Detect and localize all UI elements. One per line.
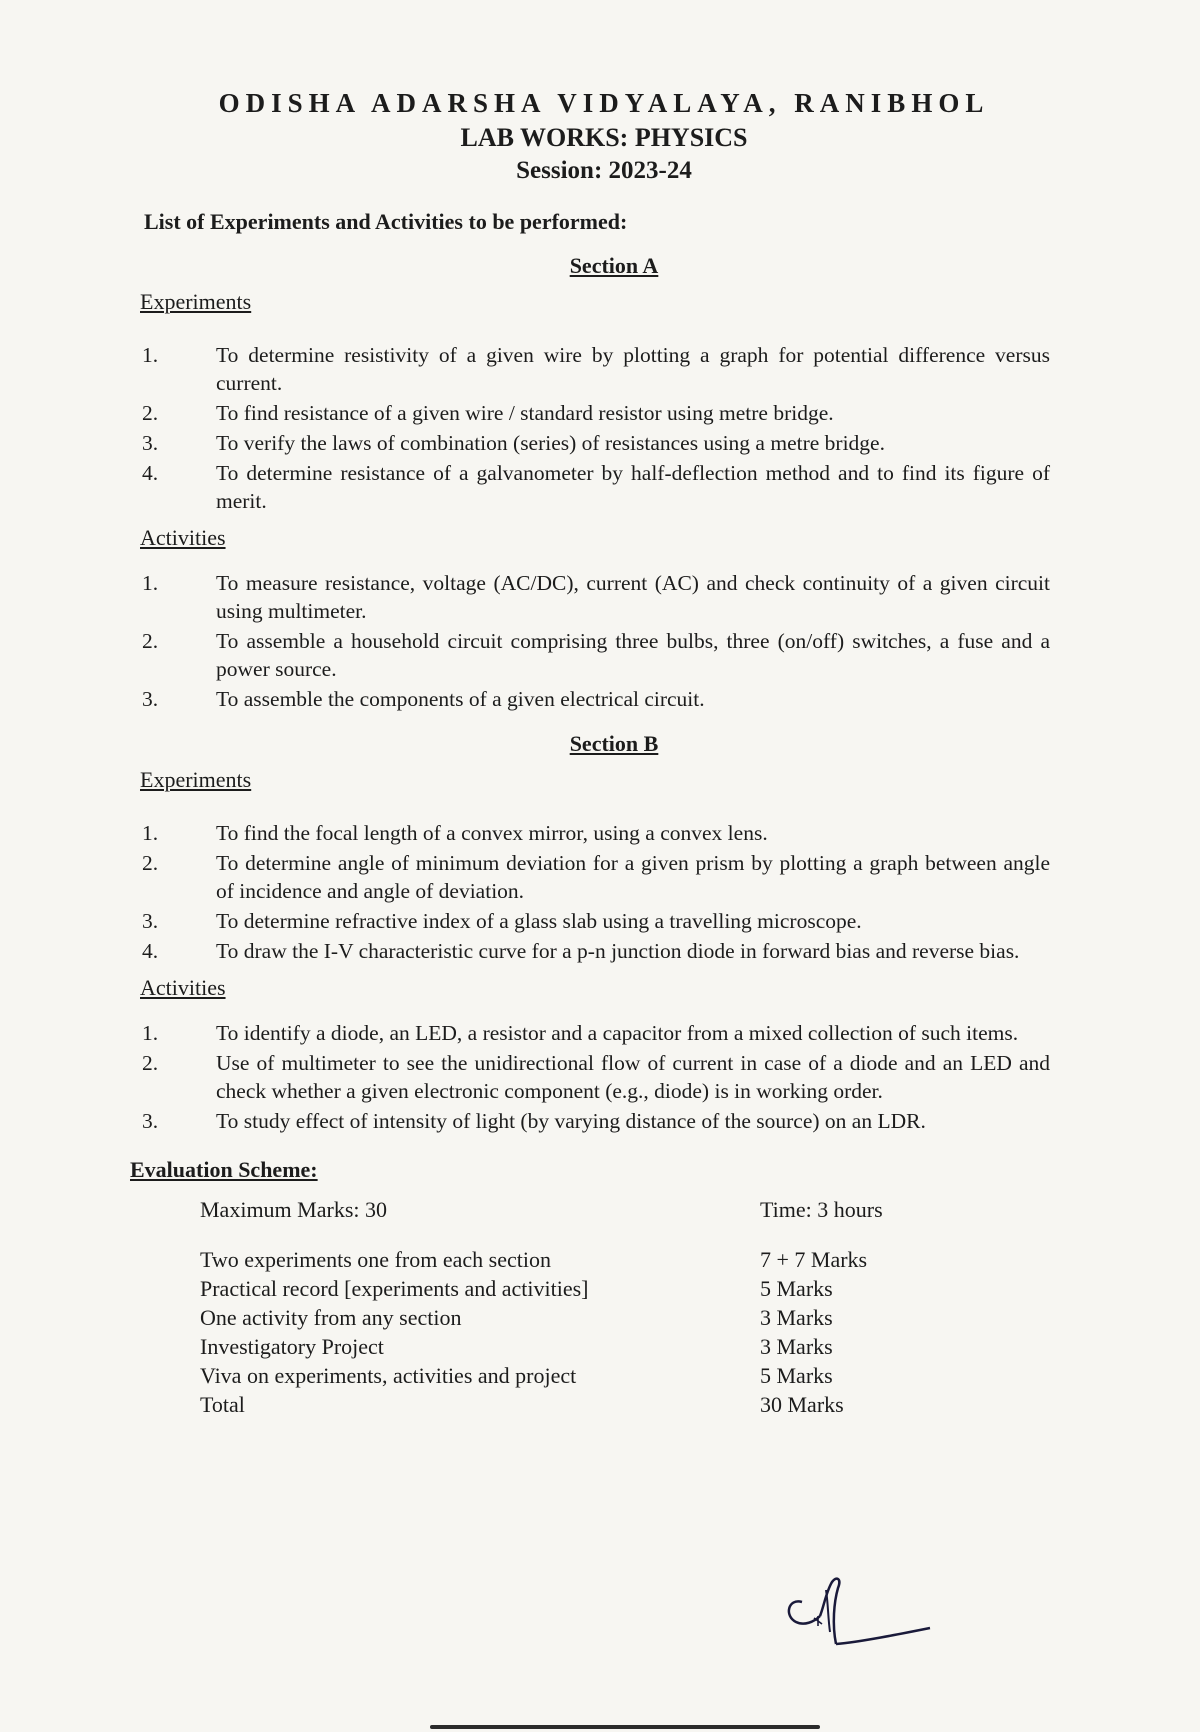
item-text: To determine resistivity of a given wire by plotting a graph for potential difference versus current.	[216, 343, 1050, 395]
evaluation-row	[200, 1245, 900, 1274]
list-item	[138, 849, 1050, 905]
list-item	[138, 399, 1050, 427]
item-number: 1.	[142, 571, 159, 595]
list-item	[138, 569, 1050, 625]
evaluation-marks: 3 Marks	[760, 1334, 833, 1359]
item-text: To draw the I-V characteristic curve for a p-n junction diode in forward bias and reverse bias.	[216, 939, 1020, 963]
item-number: 1.	[142, 343, 159, 367]
list-item	[138, 627, 1050, 683]
evaluation-marks: 3 Marks	[760, 1305, 833, 1330]
item-text: To determine angle of minimum deviation for a given prism by plotting a graph between angle of incidence and angle of deviation.	[216, 851, 1050, 903]
item-number: 3.	[142, 909, 159, 933]
evaluation-row	[200, 1361, 900, 1390]
item-text: To verify the laws of combination (series) of resistances using a metre bridge.	[216, 431, 885, 455]
evaluation-marks: 30 Marks	[760, 1392, 844, 1417]
activities-list	[138, 569, 1050, 713]
document-subtitle: LAB WORKS: PHYSICS	[460, 123, 748, 152]
evaluation-summary	[200, 1197, 900, 1223]
list-item	[138, 685, 1050, 713]
item-number: 4.	[142, 461, 159, 485]
section-title: Section B	[569, 731, 659, 756]
item-text: To determine refractive index of a glass slab using a travelling microscope.	[216, 909, 862, 933]
sections-container	[138, 253, 1050, 1135]
list-heading: List of Experiments and Activities to be performed:	[144, 209, 628, 234]
experiments-list	[138, 819, 1050, 965]
item-text: Use of multimeter to see the unidirectional flow of current in case of a diode and an LED and check whether a given electronic component (e.g., diode) is in working order.	[216, 1051, 1050, 1103]
item-number: 2.	[142, 851, 159, 875]
experiments-list	[138, 341, 1050, 515]
item-number: 1.	[142, 1021, 159, 1045]
evaluation-row	[200, 1303, 900, 1332]
item-text: To study effect of intensity of light (by varying distance of the source) on an LDR.	[216, 1109, 926, 1133]
list-item	[138, 341, 1050, 397]
signature	[780, 1572, 950, 1657]
document-header	[158, 88, 1050, 185]
school-name: ODISHA ADARSHA VIDYALAYA, RANIBHOL	[218, 88, 990, 118]
evaluation-item: Practical record [experiments and activities]	[200, 1276, 589, 1301]
list-item	[138, 429, 1050, 457]
evaluation-marks: 7 + 7 Marks	[760, 1247, 868, 1272]
item-text: To measure resistance, voltage (AC/DC), current (AC) and check continuity of a given circuit using multimeter.	[216, 571, 1050, 623]
evaluation-item: Two experiments one from each section	[200, 1247, 551, 1272]
exam-time: Time: 3 hours	[760, 1197, 883, 1222]
item-text: To find resistance of a given wire / standard resistor using metre bridge.	[216, 401, 834, 425]
item-number: 2.	[142, 1051, 159, 1075]
list-item	[138, 937, 1050, 965]
item-text: To find the focal length of a convex mirror, using a convex lens.	[216, 821, 768, 845]
experiments-heading: Experiments	[140, 767, 252, 792]
list-item	[138, 459, 1050, 515]
max-marks: Maximum Marks: 30	[200, 1197, 387, 1222]
list-item	[138, 1019, 1050, 1047]
evaluation-row	[200, 1332, 900, 1361]
page-edge-line	[430, 1725, 820, 1729]
item-number: 3.	[142, 431, 159, 455]
list-item	[138, 1049, 1050, 1105]
list-item	[138, 1107, 1050, 1135]
item-number: 2.	[142, 629, 159, 653]
activities-list	[138, 1019, 1050, 1135]
item-number: 3.	[142, 1109, 159, 1133]
evaluation-row	[200, 1274, 900, 1303]
evaluation-marks: 5 Marks	[760, 1276, 833, 1301]
item-text: To assemble a household circuit comprising three bulbs, three (on/off) switches, a fuse and a power source.	[216, 629, 1050, 681]
evaluation-row	[200, 1390, 900, 1419]
activities-heading: Activities	[140, 525, 226, 550]
evaluation-marks: 5 Marks	[760, 1363, 833, 1388]
item-number: 4.	[142, 939, 159, 963]
item-text: To determine resistance of a galvanometer by half-deflection method and to find its figure of merit.	[216, 461, 1050, 513]
list-item	[138, 907, 1050, 935]
evaluation-table	[200, 1245, 900, 1419]
item-number: 1.	[142, 821, 159, 845]
session-label: Session: 2023-24	[516, 157, 692, 184]
activities-heading: Activities	[140, 975, 226, 1000]
evaluation-item: Total	[200, 1392, 245, 1417]
item-number: 3.	[142, 687, 159, 711]
evaluation-item: One activity from any section	[200, 1305, 462, 1330]
evaluation-item: Viva on experiments, activities and project	[200, 1363, 577, 1388]
list-item	[138, 819, 1050, 847]
experiments-heading: Experiments	[140, 289, 252, 314]
evaluation-item: Investigatory Project	[200, 1334, 384, 1359]
evaluation-heading: Evaluation Scheme:	[130, 1157, 318, 1182]
item-number: 2.	[142, 401, 159, 425]
section-title: Section A	[569, 253, 659, 278]
item-text: To assemble the components of a given electrical circuit.	[216, 687, 705, 711]
item-text: To identify a diode, an LED, a resistor and a capacitor from a mixed collection of such items.	[216, 1021, 1019, 1045]
